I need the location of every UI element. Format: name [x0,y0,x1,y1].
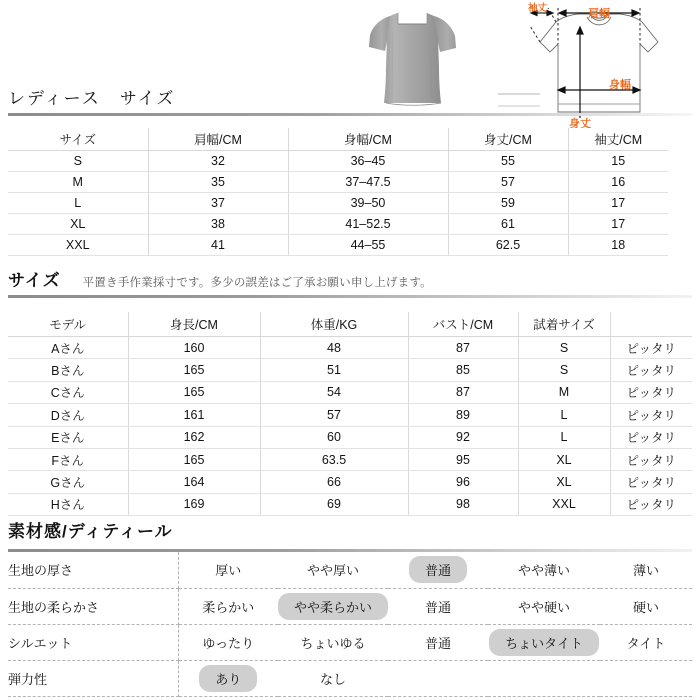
material-option[interactable] [178,624,278,660]
heading-rule [8,295,692,298]
size-col-header-bodylength: 身丈/CM [448,128,568,151]
material-option-selected[interactable] [388,552,488,588]
cell-sleeve: 17 [568,193,668,214]
material-label-elasticity: 弾力性 [8,660,178,696]
cell-size: L [8,193,148,214]
material-option-empty [488,660,600,696]
model-size-title: サイズ [8,271,61,290]
material-option[interactable] [388,624,488,660]
cell-bodylength: 59 [448,193,568,214]
option-text: 厚い [215,563,242,579]
option-text-selected: 普通 [409,556,467,583]
model-size-heading [8,266,692,298]
material-option-selected[interactable] [178,660,278,696]
cell-bust: 98 [408,493,518,515]
cell-size: M [8,172,148,193]
size-col-header-size: サイズ [8,128,148,151]
cell-weight: 63.5 [260,448,408,470]
material-option[interactable] [178,552,278,588]
table-row [8,359,692,381]
table-row [8,471,692,493]
table-row [8,448,692,470]
option-text: 普通 [424,635,451,651]
cell-bust: 92 [408,426,518,448]
cell-bodylength: 62.5 [448,235,568,256]
cell-weight: 66 [260,471,408,493]
model-col-header-weight: 体重/KG [260,312,408,337]
size-table [8,128,668,256]
material-option[interactable] [600,624,692,660]
cell-height: 165 [128,381,260,403]
measurement-note: 平置き手作業採寸です。多少の誤差はご了承お願い申し上げます。 [82,277,432,289]
cell-bodylength: 55 [448,151,568,172]
cell-sleeve: 15 [568,151,668,172]
table-row [8,151,668,172]
option-text: なし [319,671,346,687]
cell-tried-size: S [518,337,610,359]
cell-height: 164 [128,471,260,493]
ladies-size-title: レディース サイズ [8,89,176,108]
cell-bust: 96 [408,471,518,493]
cell-weight: 69 [260,493,408,515]
cell-weight: 60 [260,426,408,448]
cell-model: Gさん [8,471,128,493]
diagram-label-sleeve: 袖丈 [528,3,548,14]
model-col-header-fit [610,312,692,337]
table-row [8,214,668,235]
cell-model: Fさん [8,448,128,470]
cell-tried-size: S [518,359,610,381]
cell-bust: 87 [408,381,518,403]
material-option[interactable] [600,552,692,588]
cell-shoulder: 41 [148,235,288,256]
material-row-softness [8,588,692,624]
cell-bodywidth: 37–47.5 [288,172,448,193]
table-row [8,404,692,426]
diagram-label-body-width: 身幅 [609,79,631,91]
table-row [8,381,692,403]
material-option[interactable] [388,588,488,624]
table-row [8,426,692,448]
material-option-selected[interactable] [488,624,600,660]
cell-size: S [8,151,148,172]
cell-bust: 85 [408,359,518,381]
material-row-thickness [8,552,692,588]
table-row [8,235,668,256]
cell-model: Cさん [8,381,128,403]
cell-tried-size: M [518,381,610,403]
cell-fit: ピッタリ [610,359,692,381]
size-table-header-row [8,128,668,151]
material-option[interactable] [278,552,388,588]
model-table [8,312,692,516]
cell-tried-size: XL [518,471,610,493]
material-detail-block [8,549,692,697]
model-col-header-bust: バスト/CM [408,312,518,337]
size-col-header-sleeve: 袖丈/CM [568,128,668,151]
material-option-selected[interactable] [278,588,388,624]
cell-fit: ピッタリ [610,337,692,359]
size-col-header-shoulder: 肩幅/CM [148,128,288,151]
cell-shoulder: 35 [148,172,288,193]
cell-model: Bさん [8,359,128,381]
option-text: やや薄い [517,563,570,579]
material-option[interactable] [178,588,278,624]
material-option[interactable] [278,624,388,660]
diagram-label-body-length: 身丈 [569,118,591,128]
cell-tried-size: L [518,426,610,448]
material-heading [8,517,692,546]
ladies-size-heading [8,84,692,116]
cell-height: 165 [128,359,260,381]
cell-fit: ピッタリ [610,404,692,426]
size-col-header-bodywidth: 身幅/CM [288,128,448,151]
table-row [8,193,668,214]
material-row-elasticity [8,660,692,696]
material-title: 素材感/ディティール [8,522,173,541]
option-text: 普通 [424,599,451,615]
cell-bodywidth: 41–52.5 [288,214,448,235]
cell-model: Eさん [8,426,128,448]
option-text-selected: やや柔らかい [278,593,388,620]
diagram-label-shoulder: 肩幅 [588,8,610,20]
cell-fit: ピッタリ [610,426,692,448]
cell-size: XXL [8,235,148,256]
option-text: タイト [626,635,666,651]
table-row [8,337,692,359]
cell-model: Dさん [8,404,128,426]
material-table [8,552,692,697]
cell-bodylength: 57 [448,172,568,193]
cell-bodywidth: 36–45 [288,151,448,172]
material-row-silhouette [8,624,692,660]
material-label-softness: 生地の柔らかさ [8,588,178,624]
cell-height: 160 [128,337,260,359]
cell-tried-size: XXL [518,493,610,515]
cell-height: 162 [128,426,260,448]
option-text: ゆったり [202,635,255,651]
option-text: 薄い [632,563,659,579]
cell-tried-size: XL [518,448,610,470]
cell-weight: 48 [260,337,408,359]
option-text: やや硬い [517,599,570,615]
material-label-thickness: 生地の厚さ [8,552,178,588]
cell-bodywidth: 44–55 [288,235,448,256]
cell-fit: ピッタリ [610,471,692,493]
cell-bodylength: 61 [448,214,568,235]
material-option[interactable] [488,588,600,624]
cell-height: 169 [128,493,260,515]
cell-bust: 89 [408,404,518,426]
cell-weight: 57 [260,404,408,426]
cell-weight: 54 [260,381,408,403]
cell-model: Aさん [8,337,128,359]
model-table-header-row [8,312,692,337]
material-option[interactable] [278,660,388,696]
cell-fit: ピッタリ [610,448,692,470]
material-option-empty [388,660,488,696]
table-row [8,493,692,515]
model-col-header-height: 身長/CM [128,312,260,337]
cell-sleeve: 18 [568,235,668,256]
option-text-selected: あり [199,665,257,692]
cell-height: 165 [128,448,260,470]
cell-bust: 87 [408,337,518,359]
model-col-header-model: モデル [8,312,128,337]
material-option-empty [600,660,692,696]
cell-sleeve: 17 [568,214,668,235]
cell-fit: ピッタリ [610,381,692,403]
heading-rule [8,113,692,116]
cell-shoulder: 37 [148,193,288,214]
material-label-silhouette: シルエット [8,624,178,660]
cell-sleeve: 16 [568,172,668,193]
cell-bodywidth: 39–50 [288,193,448,214]
cell-shoulder: 32 [148,151,288,172]
option-text: やや厚い [306,563,359,579]
material-option[interactable] [600,588,692,624]
cell-bust: 95 [408,448,518,470]
model-col-header-tried-size: 試着サイズ [518,312,610,337]
table-row [8,172,668,193]
cell-size: XL [8,214,148,235]
option-text: 硬い [632,599,659,615]
cell-shoulder: 38 [148,214,288,235]
cell-model: Hさん [8,493,128,515]
cell-tried-size: L [518,404,610,426]
option-text-selected: ちょいタイト [489,629,599,656]
cell-fit: ピッタリ [610,493,692,515]
option-text: 柔らかい [202,599,255,615]
material-option[interactable] [488,552,600,588]
cell-height: 161 [128,404,260,426]
option-text: ちょいゆる [300,635,366,651]
cell-weight: 51 [260,359,408,381]
